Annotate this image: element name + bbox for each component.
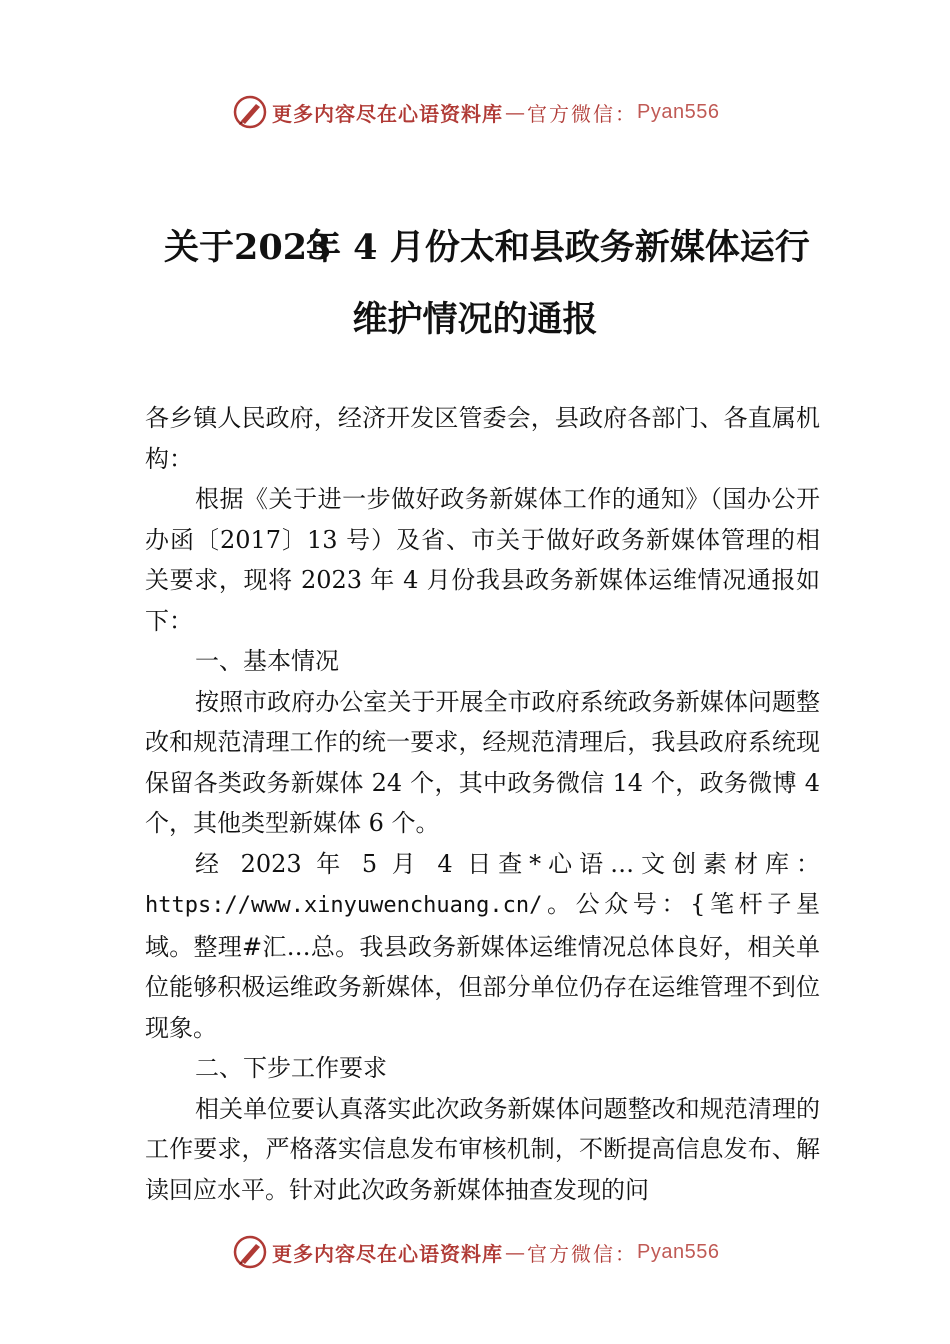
banner-separator: — [505,1240,525,1264]
section-heading: 一、基本情况 [195,647,339,675]
document-body [145,398,820,1210]
salutation: 各乡镇人民政府，经济开发区管委会，县政府各部门、各直属机构： [145,404,820,473]
title-prefix: 关于2023 [164,227,332,268]
banner-brand: 更多内容尽在心语资料库 [272,1241,503,1266]
title-rest: 年 4 月份太和县政务新媒体运行 [306,227,810,268]
document-title-line2: 维护情况的通报 [352,299,598,340]
pen-logo-icon [232,94,268,130]
paragraph: 根据《关于进一步做好政务新媒体工作的通知》（国办公开办函〔2017〕13 号）及省、市关于做好政务新媒体管理的相关要求，现将 2023 年 4 月份我县政务新媒体运维情况通报如下： [145,485,820,635]
pen-logo-icon [232,1234,268,1270]
banner-account: Pyan556 [637,100,720,123]
footer-banner [232,1232,719,1272]
paragraph [145,844,820,1049]
paragraph: 相关单位要认真落实此次政务新媒体问题整改和规范清理的工作要求，严格落实信息发布审核机制，不断提高信息发布、解读回应水平。针对此次政务新媒体抽查发现的问 [145,1094,820,1204]
header-banner [232,92,719,132]
banner-brand: 更多内容尽在心语资料库 [272,101,503,126]
banner-label: 官方微信： [527,1241,637,1266]
para3-end: 。公众号：{笔杆子星域。整理#汇…总。我县政务新媒体运维情况总体良好，相关单位能够积极运维政务新媒体，但部分单位仍存在运维管理不到位现象。 [145,890,820,1042]
section-heading: 二、下步工作要求 [195,1054,387,1082]
banner-separator: — [505,100,525,124]
banner-label: 官方微信： [527,101,637,126]
source-url: https://www.xinyuwenchuang.cn/ [145,893,543,918]
banner-account: Pyan556 [637,1240,720,1263]
para3-start: 经 2023 年 5 月 4 日查*心语…文创素材库： [195,849,820,878]
paragraph: 按照市政府办公室关于开展全市政府系统政务新媒体问题整改和规范清理工作的统一要求，经规范清理后，我县政府系统现保留各类政务新媒体 24 个，其中政务微信 14 个，政务微博 4 个，其他类型新媒体 6 个。 [145,687,820,837]
